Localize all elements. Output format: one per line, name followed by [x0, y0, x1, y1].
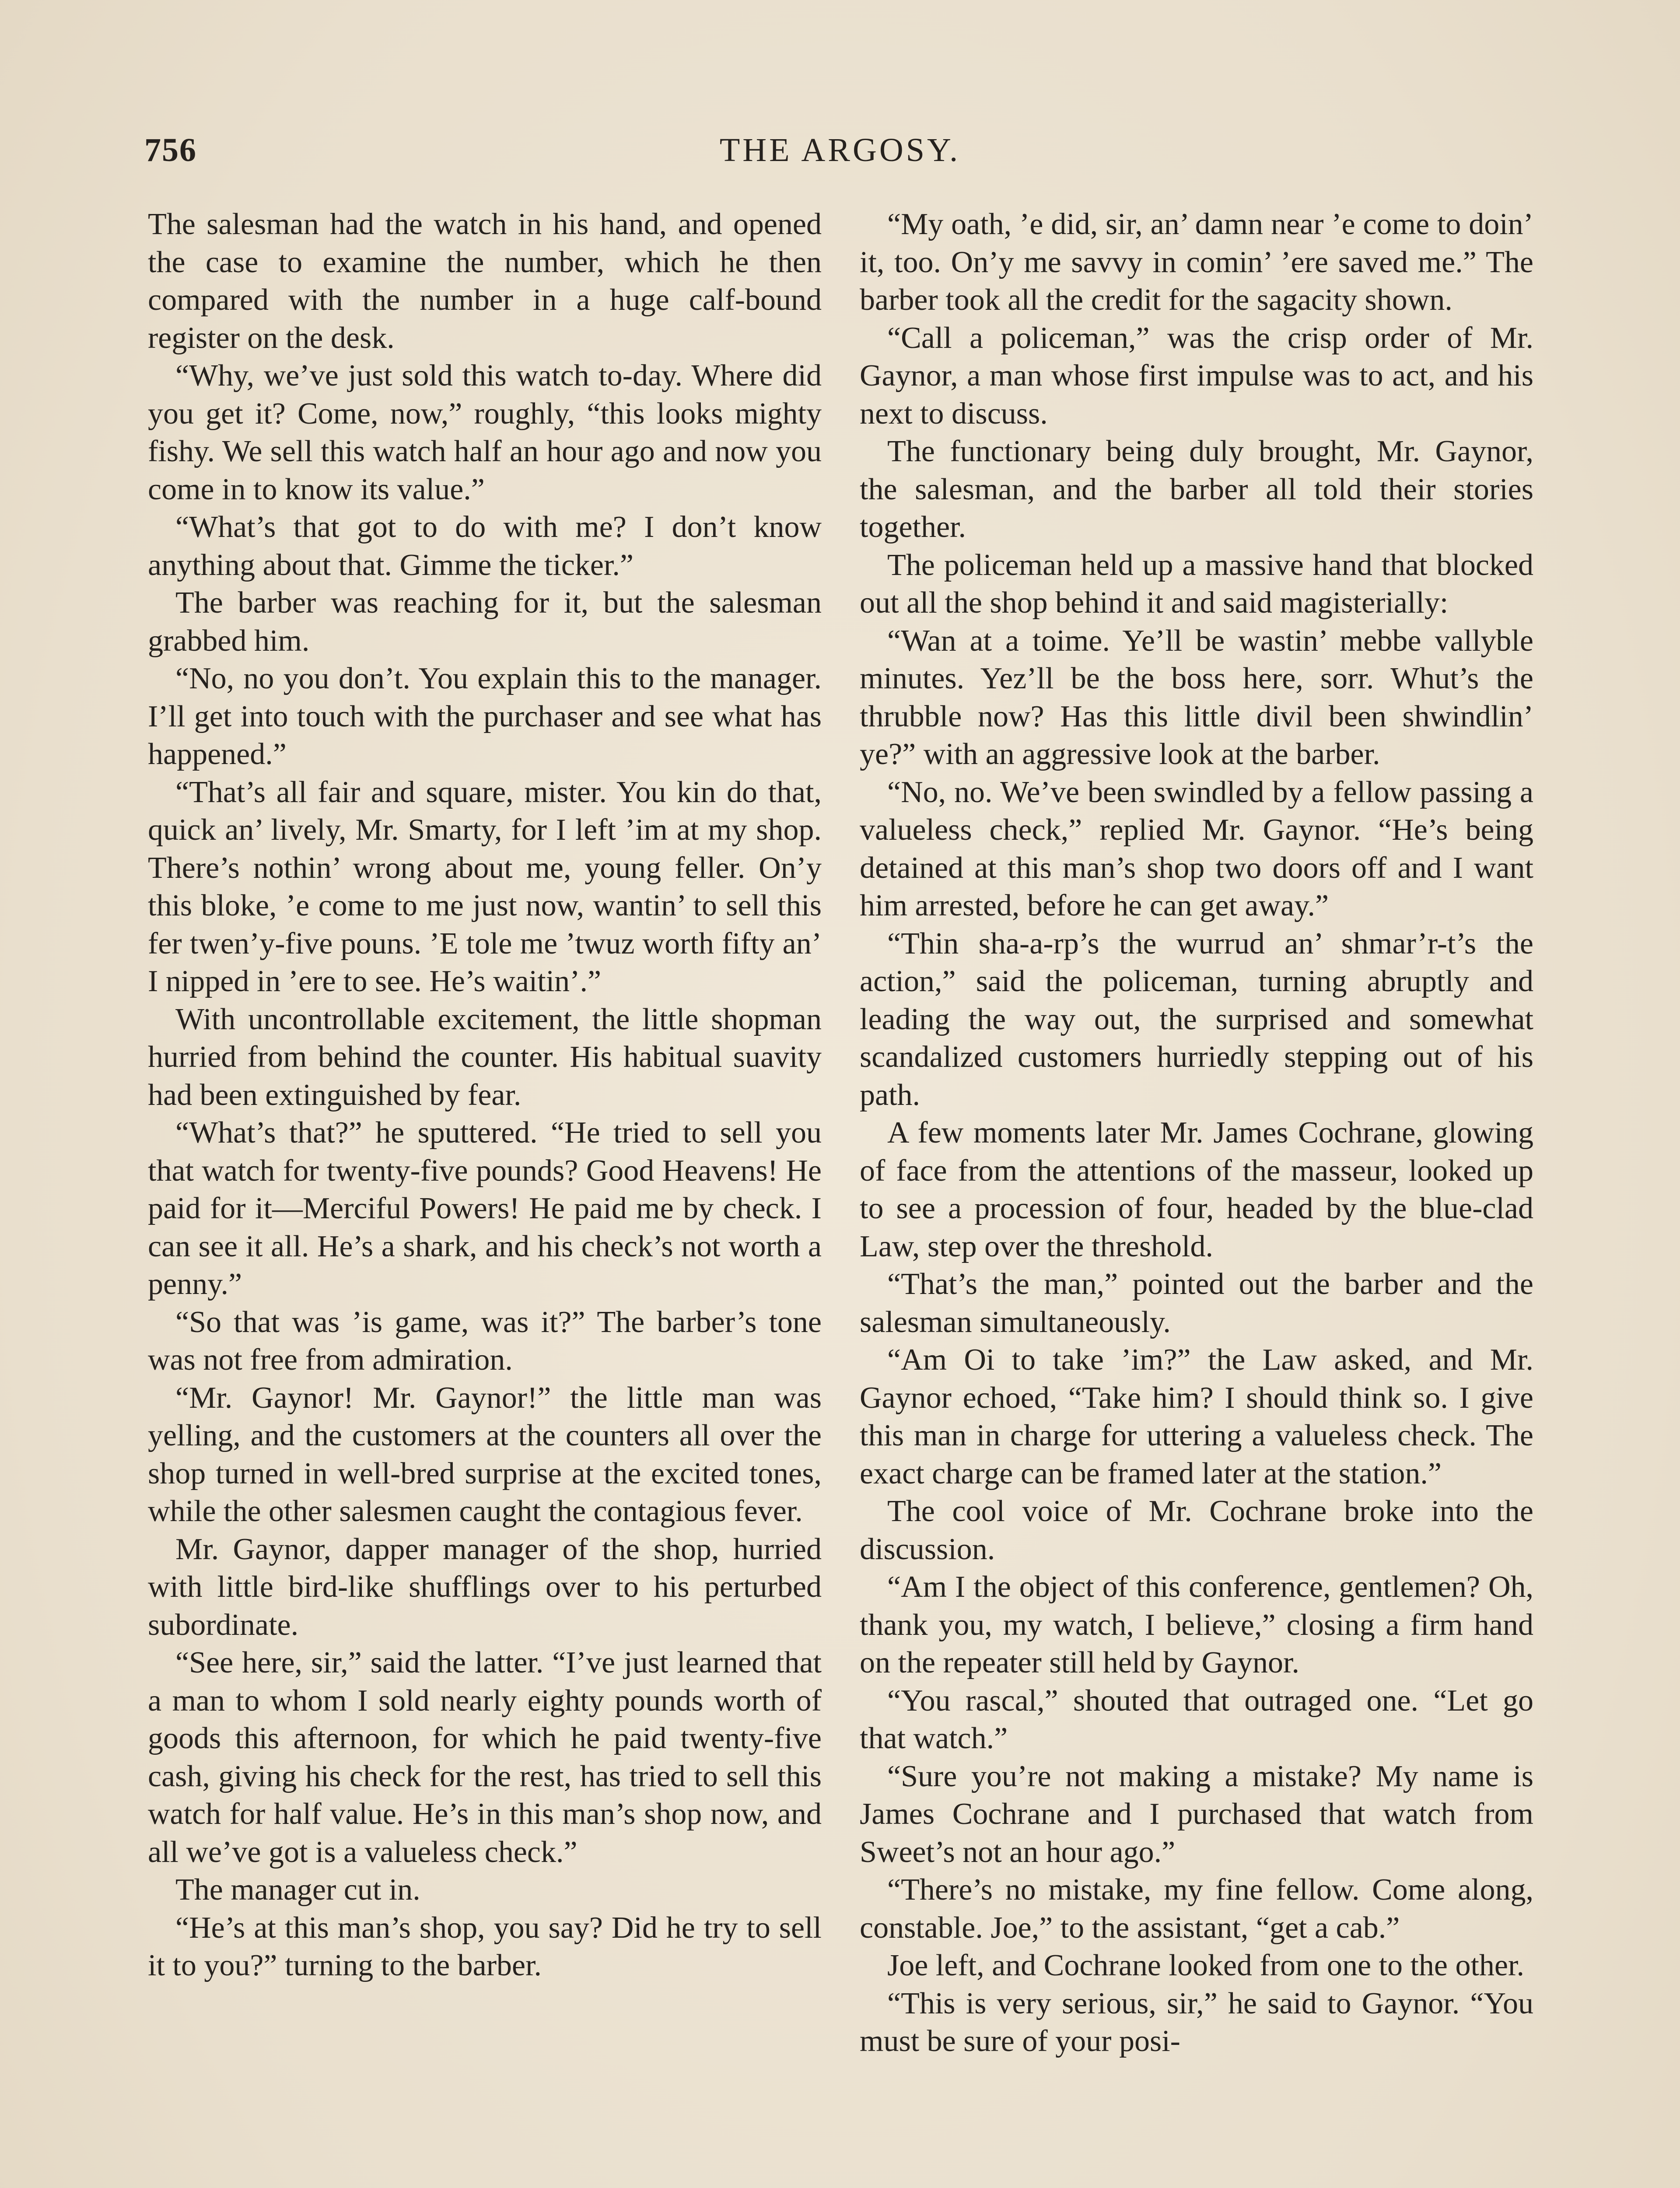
- paragraph: “My oath, ’e did, sir, an’ damn near ’e come to doin’ it, too. On’y me savvy in comin’ ’ere saved me.” The barber took all the credit for the sagacity shown.: [860, 207, 1533, 317]
- paragraph: “No, no. We’ve been swindled by a fellow passing a valueless check,” replied Mr. Gaynor. “He’s being detained at this man’s shop two doors off and I want him arrested, before he can get away.”: [860, 775, 1533, 922]
- paragraph: “Thin sha-a-rp’s the wurrud an’ shmar’r-t’s the action,” said the policeman, turning abruptly and leading the way out, the surprised and somewhat scandalized customers hurriedly stepping out of his path.: [860, 926, 1533, 1112]
- paragraph: “This is very serious, sir,” he said to Gaynor. “You must be sure of your posi-: [860, 1986, 1533, 2058]
- paragraph: “You rascal,” shouted that outraged one. “Let go that watch.”: [860, 1683, 1533, 1755]
- right-text-column: [860, 206, 1533, 2188]
- paragraph: With uncontrollable excitement, the little shopman hurried from behind the counter. His habitual suavity had been extinguished by fear.: [148, 1002, 822, 1112]
- paragraph: The barber was reaching for it, but the salesman grabbed him.: [148, 586, 822, 658]
- paragraph: The functionary being duly brought, Mr. Gaynor, the salesman, and the barber all told their stories together.: [860, 435, 1533, 544]
- paragraph: “That’s all fair and square, mister. You kin do that, quick an’ lively, Mr. Smarty, for I left ’im at my shop. There’s nothin’ wrong about me, young feller. On’y this bloke, ’e come to me just now, wantin’ to sell this fer twen’y-five pouns. ’E tole me ’twuz worth fifty an’ I nipped in ’ere to see. He’s waitin’.”: [148, 775, 822, 998]
- paragraph: “So that was ’is game, was it?” The barber’s tone was not free from admiration.: [148, 1305, 822, 1377]
- paragraph: “That’s the man,” pointed out the barber and the salesman simultaneously.: [860, 1267, 1533, 1339]
- paragraph: A few moments later Mr. James Cochrane, glowing of face from the attentions of the masseur, looked up to see a procession of four, headed by the blue-clad Law, step over the threshold.: [860, 1116, 1533, 1263]
- paragraph: The policeman held up a massive hand that blocked out all the shop behind it and said magisterially:: [860, 548, 1533, 620]
- paragraph: Mr. Gaynor, dapper manager of the shop, hurried with little bird-like shufflings over to his perturbed subordinate.: [148, 1532, 822, 1642]
- paragraph: “What’s that got to do with me? I don’t know anything about that. Gimme the ticker.”: [148, 510, 822, 582]
- paragraph: The salesman had the watch in his hand, and opened the case to examine the number, which he then compared with the number in a huge calf-bound register on the desk.: [148, 207, 822, 355]
- page-number: 756: [144, 132, 197, 168]
- paragraph: “Am I the object of this conference, gentlemen? Oh, thank you, my watch, I believe,” closing a firm hand on the repeater still held by Gaynor.: [860, 1570, 1533, 1680]
- left-text-column: [148, 206, 822, 2188]
- page-header: [144, 131, 1536, 179]
- paragraph: “Wan at a toime. Ye’ll be wastin’ mebbe vallyble minutes. Yez’ll be the boss here, sorr. Whut’s the thrubble now? Has this little divil been shwindlin’ ye?” with an aggressive look at the barber.: [860, 624, 1533, 771]
- paragraph: “See here, sir,” said the latter. “I’ve just learned that a man to whom I sold nearly eighty pounds worth of goods this afternoon, for which he paid twenty-five cash, giving his check for the rest, has tried to sell this watch for half value. He’s in this man’s shop now, and all we’ve got is a valueless check.”: [148, 1646, 822, 1869]
- paragraph: “No, no you don’t. You explain this to the manager. I’ll get into touch with the purchaser and see what has happened.”: [148, 662, 822, 771]
- paragraph: The cool voice of Mr. Cochrane broke into the discussion.: [860, 1494, 1533, 1566]
- paragraph: “Call a policeman,” was the crisp order of Mr. Gaynor, a man whose first impulse was to act, and his next to discuss.: [860, 321, 1533, 431]
- paragraph: “There’s no mistake, my fine fellow. Come along, constable. Joe,” to the assistant, “get a cab.”: [860, 1873, 1533, 1945]
- paragraph: The manager cut in.: [175, 1873, 420, 1907]
- paragraph: “Mr. Gaynor! Mr. Gaynor!” the little man was yelling, and the customers at the counters all over the shop turned in well-bred surprise at the excited tones, while the other salesmen caught the contagious fever.: [148, 1381, 822, 1528]
- paragraph: “Why, we’ve just sold this watch to-day. Where did you get it? Come, now,” roughly, “this looks mighty fishy. We sell this watch half an hour ago and now you come in to know its value.”: [148, 359, 822, 506]
- paragraph: “He’s at this man’s shop, you say? Did he try to sell it to you?” turning to the barber.: [148, 1911, 822, 1982]
- running-title: THE ARGOSY.: [719, 132, 961, 168]
- paragraph: “Sure you’re not making a mistake? My name is James Cochrane and I purchased that watch from Sweet’s not an hour ago.”: [860, 1759, 1533, 1869]
- paragraph: Joe left, and Cochrane looked from one to the other.: [887, 1949, 1524, 1982]
- paragraph: “Am Oi to take ’im?” the Law asked, and Mr. Gaynor echoed, “Take him? I should think so. I give this man in charge for uttering a valueless check. The exact charge can be framed later at the station.”: [860, 1343, 1533, 1490]
- paragraph: “What’s that?” he sputtered. “He tried to sell you that watch for twenty-five pounds? Good Heavens! He paid for it—Merciful Powers! He paid me by check. I can see it all. He’s a shark, and his check’s not worth a penny.”: [148, 1116, 822, 1301]
